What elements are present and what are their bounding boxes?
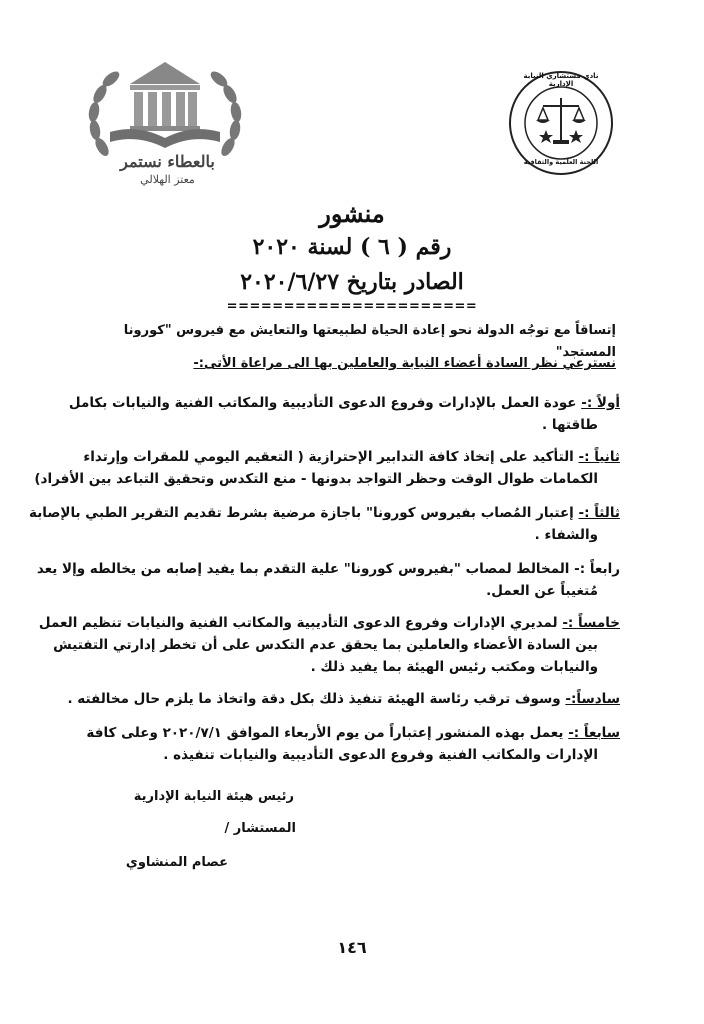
item-5-cont2: والنيابات ومكتب رئيس الهيئة بما يفيد ذلك . [310,659,598,675]
intro-line-1: إتساقاً مع توجُه الدولة نحو إعادة الحياة لطبيعتها والتعايش مع فيروس "كورونا المستجد" [123,323,616,360]
item-5-text: لمديري الإدارات وفروع الدعوى التأديبية والمكاتب الفنية والنيابات تنظيم العمل [38,615,563,631]
seal-bottom-text: اللجنة العلمية والثقافية [523,158,599,166]
document-number: رقم ( ٦ ) لسنة ٢٠٢٠ [252,234,452,260]
item-5-cont: بين السادة الأعضاء والعاملين بما يحقق عدم التكدس على أن تخطر إدارتي التفتيش [53,637,598,653]
title-separator: ====================== [226,299,478,314]
item-1-lead: أولاً :- [581,395,620,411]
signature-name: عصام المنشاوي [125,855,228,870]
document-title: منشور [319,199,385,228]
seal-ring-text: نادي مستشاري النيابة الإدارية [523,72,599,88]
document-date: الصادر بتاريخ ٢٠٢٠/٦/٢٧ [240,269,464,295]
item-4-cont: مُتغيباً عن العمل. [486,583,598,599]
item-4-text: المخالط لمصاب "بفيروس كورونا" علية التقدم بما يفيد إصابه من يخالطه وإلا يعد [36,561,575,577]
signature-position: رئيس هيئة النيابة الإدارية [133,789,294,804]
item-5-lead: خامساً :- [562,615,620,631]
item-2-cont: الكمامات طوال الوقت وحظر التواجد بدونها - منع التكدس وتحقيق التباعد بين الأفراد) [34,471,598,487]
item-7 [20,722,620,766]
item-1 [20,392,620,436]
item-2-text: التأكيد على إتخاذ كافة التدابير الإحترازية ( التعقيم اليومي للمقرات وإرتداء [83,449,579,465]
page-number: ١٤٦ [337,938,367,957]
signature-title: المستشار / [224,821,296,836]
item-3-lead: ثالثاً :- [578,505,620,521]
item-1-text: عودة العمل بالإدارات وفروع الدعوى التأديبية والمكاتب الفنية والنيابات بكامل [68,395,582,411]
item-6-lead: سادساً:- [565,691,620,707]
intro-line-2: نسترعي نظر السادة أعضاء النيابة والعاملين بها الى مراعاة الأتى:- [193,356,616,371]
item-6-text: وسوف ترقب رئاسة الهيئة تنفيذ ذلك بكل دقة واتخاذ ما يلزم حال مخالفته . [67,691,566,707]
item-7-lead: سابعاً :- [568,725,620,741]
item-7-text: يعمل بهذه المنشور إعتباراً من يوم الأربعاء الموافق ٢٠٢٠/٧/١ وعلى كافة [86,725,569,741]
item-4-lead: رابعاً :- [574,561,620,577]
item-6 [20,688,620,710]
item-3-cont: والشفاء . [534,527,598,543]
item-2 [20,446,620,490]
item-1-cont: طاقتها . [542,417,598,433]
logo-slogan: بالعطاء نستمر [120,152,215,171]
left-logo [80,52,250,187]
right-logo [508,70,614,176]
item-3 [20,502,620,546]
item-4 [20,558,620,602]
item-7-cont: الإدارات والمكاتب الفنية وفروع الدعوى التأديبية والنيابات تنفيذه . [163,747,598,763]
item-2-lead: ثانياً :- [578,449,620,465]
logo-author: معتز الهلالي [140,173,195,186]
item-5 [20,612,620,678]
item-3-text: إعتبار المُصاب بفيروس كورونا" باجازة مرضية بشرط تقديم التقرير الطبي بالإصابة [29,505,579,521]
